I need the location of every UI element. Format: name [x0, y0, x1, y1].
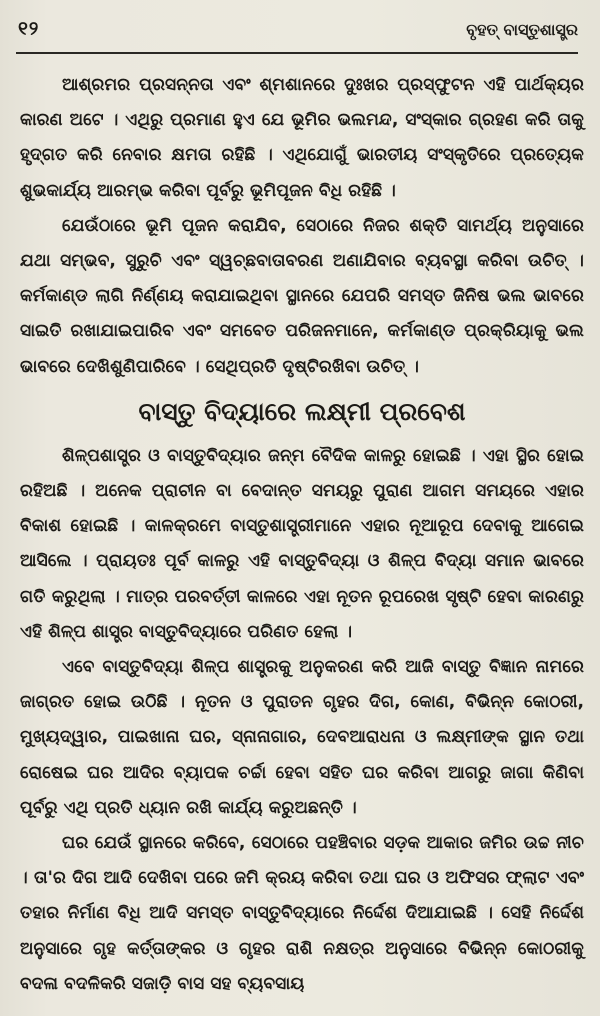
paragraph: ଶିଳ୍ପଶାସ୍ତ୍ର ଓ ବାସ୍ତୁବିଦ୍ୟାର ଜନ୍ମ ବୈଦିକ କାଳରୁ ହୋଇଛି । ଏହା ସ୍ଥିର ହୋଇ ରହିଅଛି । ଅନେକ ପ୍ରାଚୀନ ବା ବେଦାନ୍ତ ସମୟରୁ ପୁରାଣ ଆଗମ ସମୟରେ ଏହାର ବିକାଶ ହୋଇଛି । କାଳକ୍ରମେ ବାସ୍ତୁଶାସ୍ତ୍ରୀମାନେ ଏହାର ନୂଆରୂପ ଦେବାକୁ ଆଗେଇ ଆସିଲେ । ପ୍ରାୟତଃ ପୂର୍ବ କାଳରୁ ଏହି ବାସ୍ତୁବିଦ୍ୟା ଓ ଶିଳ୍ପ ବିଦ୍ୟା ସମାନ ଭାବରେ ଗତି କରୁଥିଲା । ମାତ୍ର ପରବର୍ତ୍ତୀ କାଳରେ ଏହା ନୂତନ ରୂପରେଖ ସୃଷ୍ଟି ହେବା କାରଣରୁ ଏହି ଶିଳ୍ପ ଶାସ୍ତ୍ର ବାସ୍ତୁବିଦ୍ୟାରେ ପରିଣତ ହେଲା । [20, 445, 584, 642]
page-header [16, 8, 578, 54]
paragraph: ଯେଉଁଠାରେ ଭୂମି ପୂଜନ କରାଯିବ, ସେଠାରେ ନିଜର ଶକ୍ତି ସାମର୍ଥ୍ୟ ଅନୁସାରେ ଯଥା ସମ୍ଭବ, ସୁରୁଚି ଏବଂ ସ୍ୱଚ୍ଛବାତାବରଣ ଅଣାଯିବାର ବ୍ୟବସ୍ଥା କରିବା ଉଚିତ୍ । କର୍ମକାଣ୍ଡ ଲାଗି ନିର୍ଣ୍ଣୟ କରାଯାଇଥିବା ସ୍ଥାନରେ ଯେପରି ସମସ୍ତ ଜିନିଷ ଭଲ ଭାବରେ ସାଇତି ରଖାଯାଇପାରିବ ଏବଂ ସମବେତ ପରିଜନମାନେ, କର୍ମକାଣ୍ଡ ପ୍ରକ୍ରିୟାକୁ ଭଲ ଭାବରେ ଦେଖିଶୁଣିପାରିବେ । ସେଥିପ୍ରତି ଦୃଷ୍ଟିରଖିବା ଉଚିତ୍ । [20, 215, 584, 377]
paragraph: ଆଶ୍ରମର ପ୍ରସନ୍ନତା ଏବଂ ଶ୍ମଶାନରେ ଦୁଃଖର ପ୍ରସ୍ଫୁଟନ ଏହି ପାର୍ଥକ୍ୟର କାରଣ ଅଟେ । ଏଥିରୁ ପ୍ରମାଣ ହୁଏ ଯେ ଭୂମିର ଭଲମନ୍ଦ, ସଂସ୍କାର ଗ୍ରହଣ କରି ତାକୁ ହୃଦ୍‌ଗତ କରି ନେବାର କ୍ଷମତା ରହିଛି । ଏଥିଯୋଗୁଁ ଭାରତୀୟ ସଂସ୍କୃତିରେ ପ୍ରତ୍ୟେକ ଶୁଭକାର୍ଯ୍ୟ ଆରମ୍ଭ କରିବା ପୂର୍ବରୁ ଭୂମିପୂଜନ ବିଧି ରହିଛି । [20, 75, 584, 201]
section-heading: ବାସ୍ତୁ ବିଦ୍ୟାରେ ଲକ୍ଷ୍ମୀ ପ୍ରବେଶ [138, 396, 466, 426]
paragraph: ଘର ଯେଉଁ ସ୍ଥାନରେ କରିବେ, ସେଠାରେ ପହଞ୍ଚିବାର ସଡ଼କ ଆକାର ଜମିର ଉଚ୍ଚ ନୀଚ । ତା'ର ଦିଗ ଆଦି ଦେଖିବା ପରେ ଜମି କ୍ରୟ କରିବା ତଥା ଘର ଓ ଅଫିସର ଫ୍ଲାଟ ଏବଂ ତହାର ନିର୍ମାଣ ବିଧି ଆଦି ସମସ୍ତ ବାସ୍ତୁବିଦ୍ୟାରେ ନିର୍ଦ୍ଦେଶ ଦିଆଯାଇଛି । ସେହି ନିର୍ଦ୍ଦେଶ ଅନୁସାରେ ଗୃହ କର୍ତ୍ତାଙ୍କର ଓ ଗୃହର ରାଶି ନକ୍ଷତ୍ର ଅନୁସାରେ ବିଭିନ୍ନ କୋଠରୀକୁ ବଦଳା ବଦଳିକରି ସଜାଡ଼ି ବାସ ସହ ବ୍ୟବସାୟ [20, 833, 584, 994]
paragraph: ଏବେ ବାସ୍ତୁବିଦ୍ୟା ଶିଳ୍ପ ଶାସ୍ତ୍ରକୁ ଅନୁକରଣ କରି ଆଜି ବାସ୍ତୁ ବିଜ୍ଞାନ ନାମରେ ଜାଗ୍ରତ ହୋଇ ଉଠିଛି । ନୂତନ ଓ ପୁରାତନ ଗୃହର ଦିଗ, କୋଣ, ବିଭିନ୍ନ କୋଠରୀ, ମୁଖ୍ୟଦ୍ୱାର, ପାଇଖାନା ଘର, ସ୍ନାନାଗାର, ଦେବଆରାଧନା ଓ ଲକ୍ଷ୍ମୀଙ୍କ ସ୍ଥାନ ତଥା ରୋଷେଇ ଘର ଆଦିର ବ୍ୟାପକ ଚର୍ଚ୍ଚା ହେବା ସହିତ ଘର କରିବା ଆଗରୁ ଜାଗା କିଣିବା ପୂର୍ବରୁ ଏଥି ପ୍ରତି ଧ୍ୟାନ ରଖି କାର୍ଯ୍ୟ କରୁଅଛନ୍ତି । [20, 657, 584, 818]
page-number: ୧୨ [18, 18, 40, 40]
running-title: ବୃହତ୍ ବାସ୍ତୁଶାସ୍ତ୍ର [466, 20, 578, 39]
page-body [20, 68, 584, 1002]
